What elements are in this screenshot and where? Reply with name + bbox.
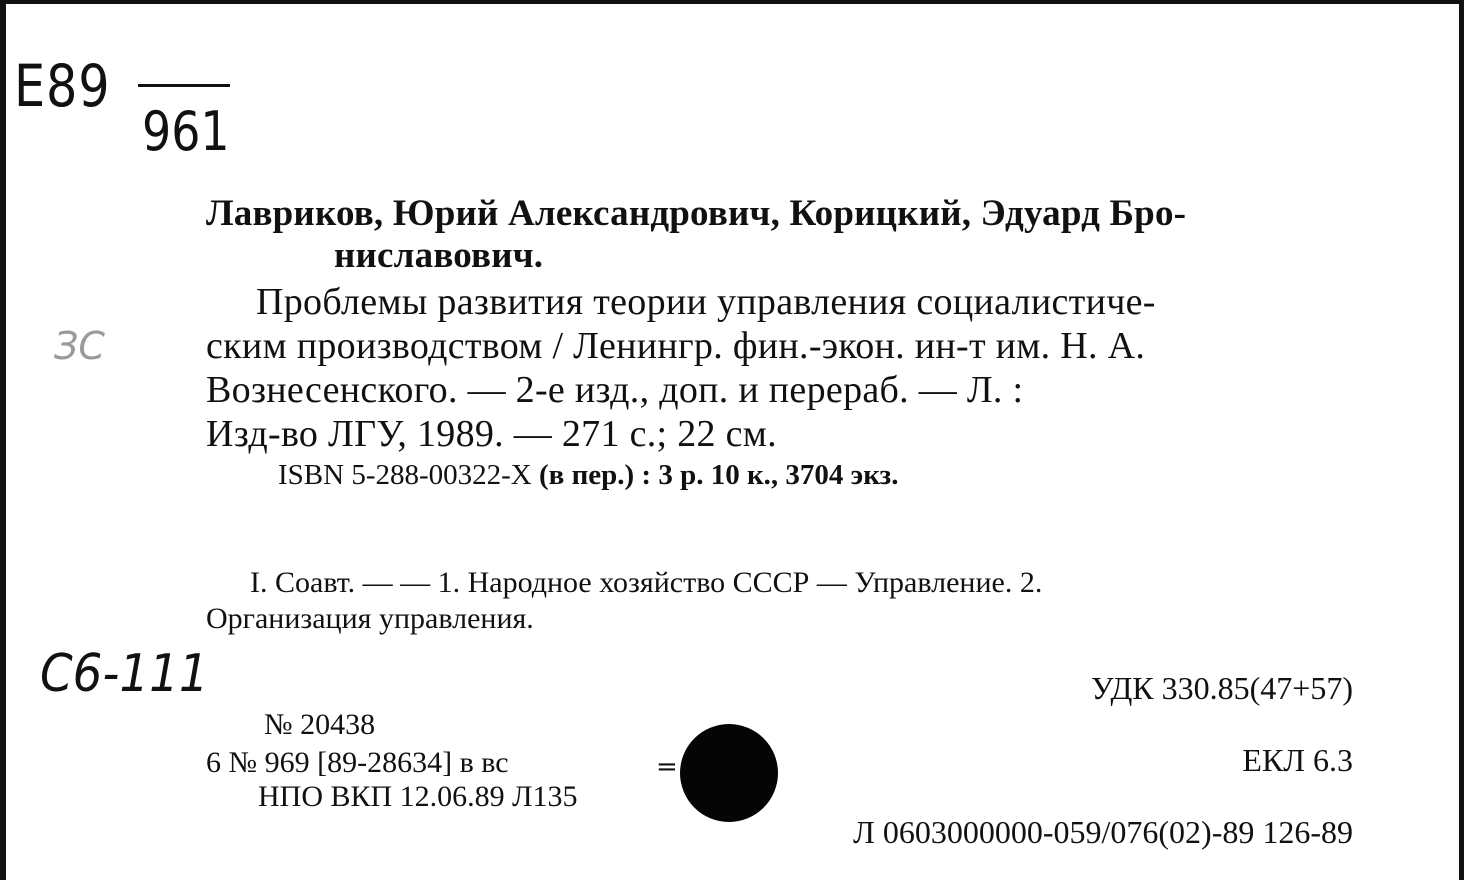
- subject-line-2: Организация управления.: [206, 602, 534, 635]
- printer-line: НПО ВКП 12.06.89 Л135: [258, 780, 578, 813]
- title-line-1: Проблемы развития теории управления социалистиче-: [256, 281, 1156, 323]
- order-number: 6 № 969 [89-28634] в вс: [206, 746, 509, 779]
- subject-line-1: I. Соавт. — — 1. Народное хозяйство СССР — Управление. 2.: [250, 566, 1043, 599]
- udk-code: УДК 330.85(47+57): [1091, 670, 1353, 706]
- punch-hole: [680, 724, 778, 822]
- title-line-2: ским производством / Ленингр. фин.-экон. ин-т им. Н. А.: [206, 325, 1146, 367]
- eq-mark: =: [656, 752, 678, 782]
- shelfmark-top: E89: [14, 52, 111, 120]
- edition-line: Вознесенского. — 2-е изд., доп. и перераб. — Л. :: [206, 369, 1024, 411]
- isbn-line: [278, 459, 898, 492]
- author-line-1: Лавриков, Юрий Александрович, Корицкий, Эдуард Бро-: [206, 193, 1187, 234]
- isbn-number: ISBN 5-288-00322-X: [278, 459, 532, 491]
- card-number: № 20438: [264, 708, 376, 741]
- ekl-code: ЕКЛ 6.3: [1242, 742, 1353, 778]
- publisher-line: Изд-во ЛГУ, 1989. — 271 с.; 22 см.: [206, 413, 777, 455]
- pencil-mark: ЗС: [54, 324, 105, 368]
- isbn-price: (в пер.) : 3 р. 10 к., 3704 экз.: [539, 459, 899, 491]
- shelfmark-divider: [138, 84, 230, 87]
- author-line-2: ниславович.: [334, 235, 544, 276]
- shelfmark-bottom: 961: [142, 100, 230, 163]
- l-code: Л 0603000000-059/076(02)-89 126-89: [853, 814, 1353, 850]
- handwritten-code: С6-111: [40, 644, 209, 704]
